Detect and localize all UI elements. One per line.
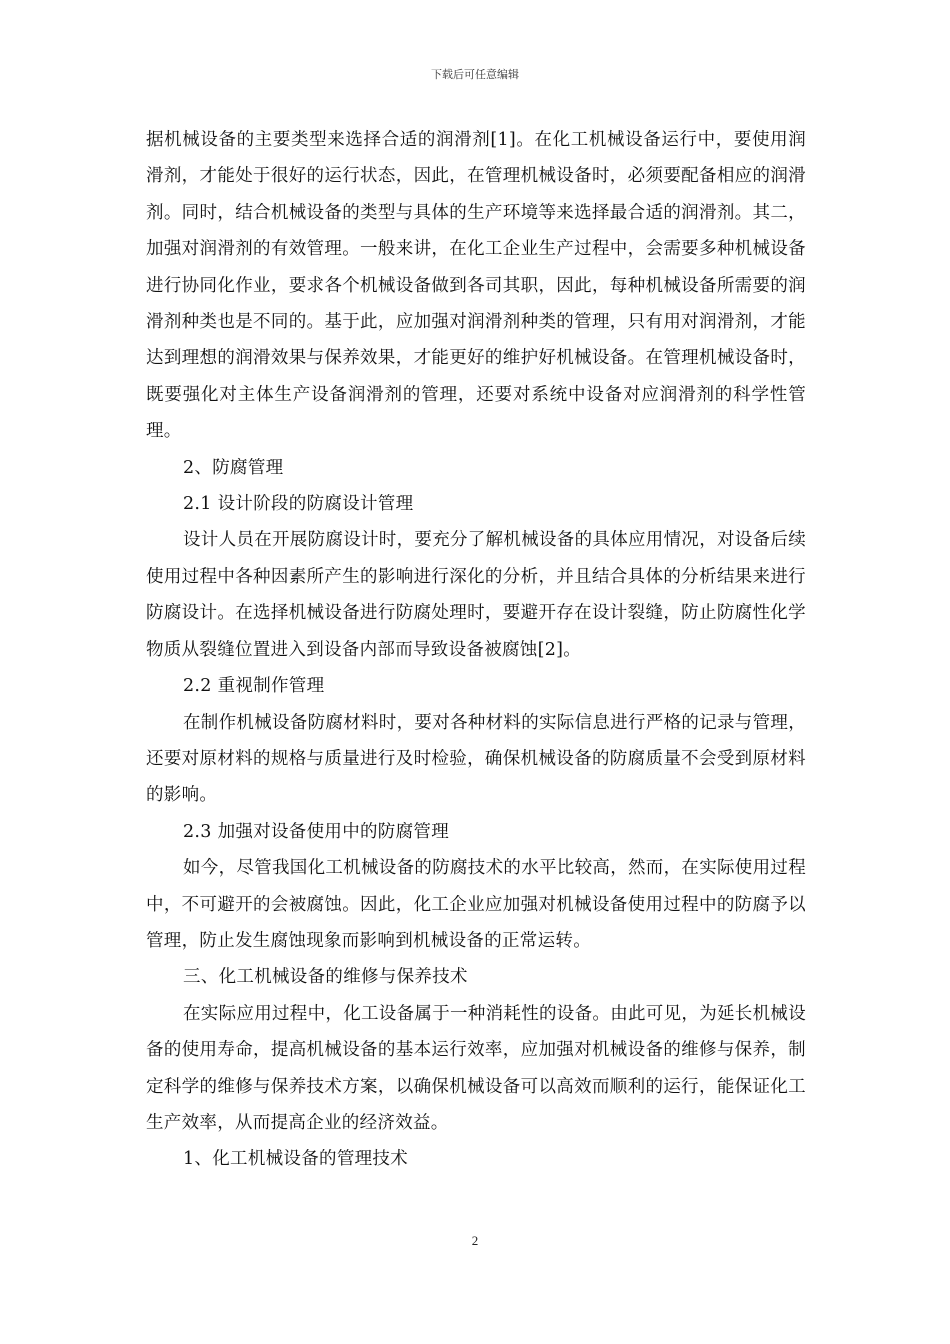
subsection-heading-design: 2.1 设计阶段的防腐设计管理 (183, 494, 414, 515)
page-header: 下载后可任意编辑 (431, 68, 519, 81)
section-heading-anticorrosion: 2、防腐管理 (183, 457, 284, 478)
document-body (146, 122, 806, 1178)
body-paragraph-production: 在制作机械设备防腐材料时，要对各种材料的实际信息进行严格的记录与管理，还要对原材料的规格与质量进行及时检验，确保机械设备的防腐质量不会受到原材料的影响。 (146, 712, 806, 806)
subsection-heading-production: 2.2 重视制作管理 (183, 676, 325, 697)
chapter-heading-maintenance: 三、化工机械设备的维修与保养技术 (183, 967, 468, 988)
page-number: 2 (471, 1233, 479, 1248)
body-paragraph-maintenance: 在实际应用过程中，化工设备属于一种消耗性的设备。由此可见，为延长机械设备的使用寿命，提高机械设备的基本运行效率，应加强对机械设备的维修与保养，制定科学的维修与保养技术方案，以确保机械设备可以高效而顺利的运行，能保证化工生产效率，从而提高企业的经济效益。 (146, 1003, 806, 1133)
body-paragraph-usage: 如今，尽管我国化工机械设备的防腐技术的水平比较高，然而，在实际使用过程中，不可避开的会被腐蚀。因此，化工企业应加强对机械设备使用过程中的防腐予以管理，防止发生腐蚀现象而影响到机械设备的正常运转。 (146, 858, 806, 951)
body-paragraph-lubricant: 据机械设备的主要类型来选择合适的润滑剂[1]。在化工机械设备运行中，要使用润滑剂，才能处于很好的运行状态，因此，在管理机械设备时，必须要配备相应的润滑剂。同时，结合机械设备的类型与具体的生产环境等来选择最合适的润滑剂。其二，加强对润滑剂的有效管理。一般来讲，在化工企业生产过程中，会需要多种机械设备进行协同化作业，要求各个机械设备做到各司其职，因此，每种机械设备所需要的润滑剂种类也是不同的。基于此，应加强对润滑剂种类的管理，只有用对润滑剂，才能达到理想的润滑效果与保养效果，才能更好的维护好机械设备。在管理机械设备时，既要强化对主体生产设备润滑剂的管理，还要对系统中设备对应润滑剂的科学性管理。 (146, 130, 806, 442)
body-paragraph-design: 设计人员在开展防腐设计时，要充分了解机械设备的具体应用情况，对设备后续使用过程中各种因素所产生的影响进行深化的分析，并且结合具体的分析结果来进行防腐设计。在选择机械设备进行防腐处理时，要避开存在设计裂缝，防止防腐性化学物质从裂缝位置进入到设备内部而导致设备被腐蚀[2]。 (146, 530, 806, 660)
section-heading-management-tech: 1、化工机械设备的管理技术 (183, 1149, 409, 1170)
subsection-heading-usage: 2.3 加强对设备使用中的防腐管理 (183, 821, 449, 842)
